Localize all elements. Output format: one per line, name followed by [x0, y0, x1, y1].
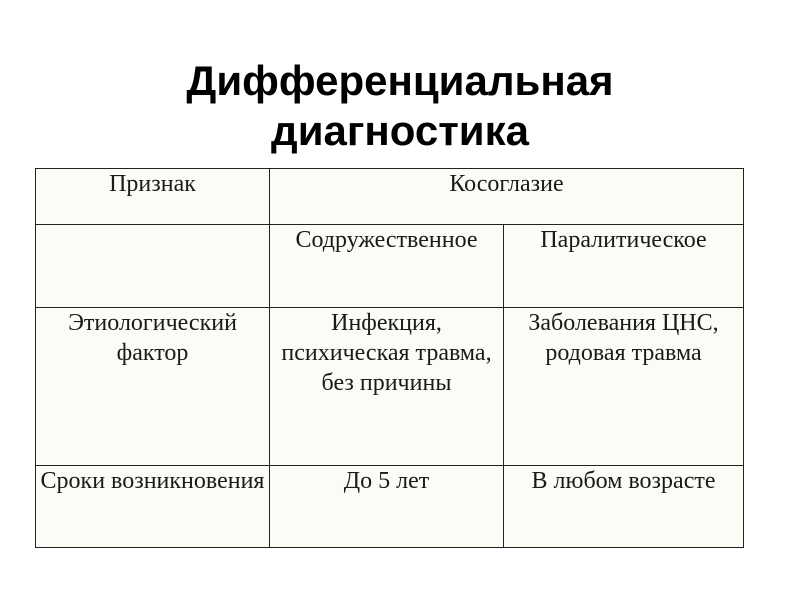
- differential-diagnosis-table: [35, 168, 744, 548]
- subheader-empty-cell: [36, 225, 270, 308]
- subheader-concomitant-cell: Содружественное: [270, 225, 504, 308]
- table-header-row: [36, 169, 744, 225]
- slide-title-line-2: диагностика: [271, 107, 529, 154]
- table-row: [36, 308, 744, 466]
- row-etiology-paralytic-cell: Заболевания ЦНС, родовая травма: [504, 308, 744, 466]
- row-onset-sign-cell: Сроки возникновения: [36, 466, 270, 548]
- subheader-paralytic-cell: Паралитическое: [504, 225, 744, 308]
- row-etiology-sign-cell: Этиологический фактор: [36, 308, 270, 466]
- row-onset-paralytic-cell: В любом возрасте: [504, 466, 744, 548]
- header-sign-cell: Признак: [36, 169, 270, 225]
- slide-title-line-1: Дифференциальная: [186, 57, 614, 104]
- table-row: [36, 466, 744, 548]
- header-strabismus-cell: Косоглазие: [270, 169, 744, 225]
- slide-title: [0, 56, 800, 156]
- row-etiology-concomitant-cell: Инфекция, психическая травма, без причины: [270, 308, 504, 466]
- table-subheader-row: [36, 225, 744, 308]
- row-onset-concomitant-cell: До 5 лет: [270, 466, 504, 548]
